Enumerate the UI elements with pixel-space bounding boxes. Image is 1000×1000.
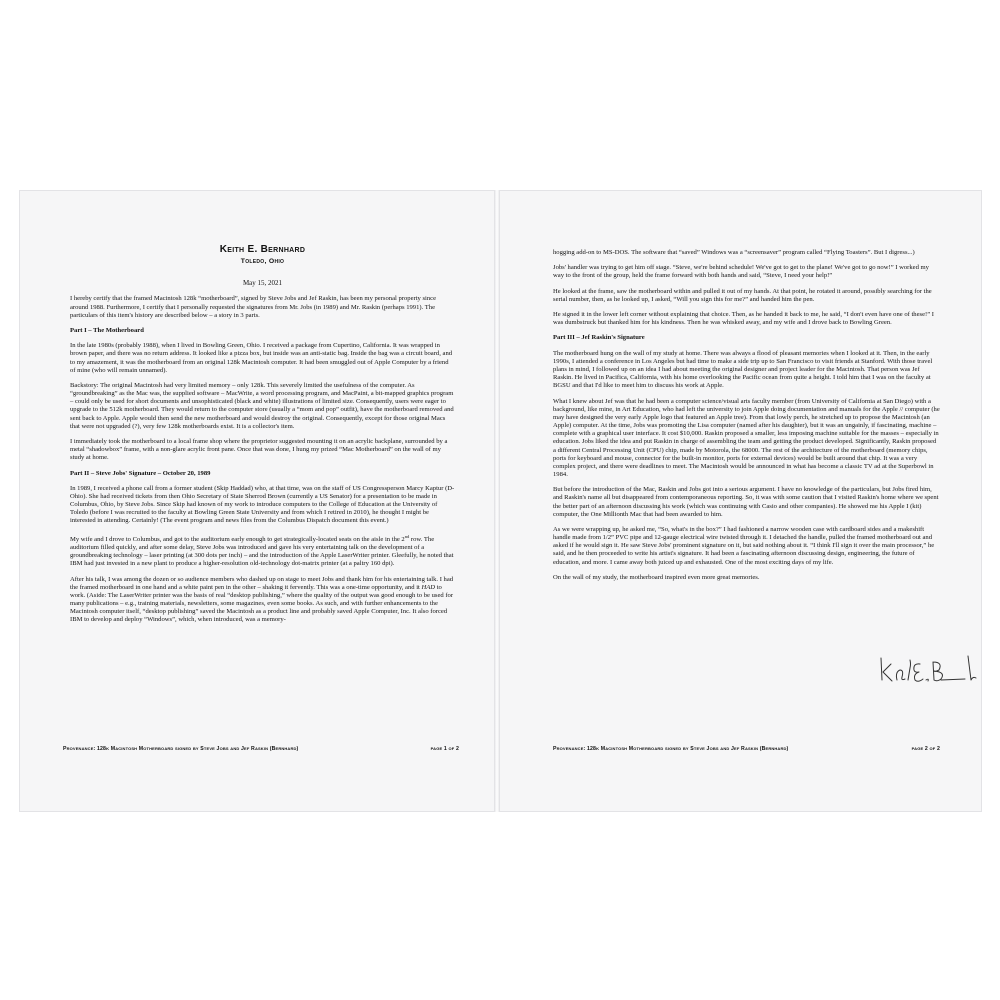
part2-paragraph-2-a: My wife and I drove to Columbus, and got to the auditorium early enough to get strategically-located seats on the aisle in the 2 [70,535,405,543]
part1-paragraph-3: I immediately took the motherboard to a local frame shop where the proprietor suggested mounting it on an acrylic backplane, surrounded by a metal “shadowbox” frame, with a non-glare acrylic front pane. Once that was done, I hung my prized “Mac Motherboard” on the wall of my study at home. [70,438,448,462]
emphasis-had: HAD [421,583,436,591]
letterhead-city: Toledo, Ohio [240,258,285,266]
signature-icon [877,650,987,690]
part1-paragraph-1: In the late 1980s (probably 1988), when I lived in Bowling Green, Ohio. I received a package from Cupertino, California. It was wrapped in brown paper, and there was no return address. It looked like a pizza box, but inside was an anti-static bag. Inside the bag was a circuit board, and to my amazement, it was the motherboard from an original 128k Macintosh computer. It had been smuggled out of Apple Computer by a friend of mine (who will remain unnamed). [70,342,453,374]
part1-paragraph-2: Backstory: The original Macintosh had very limited memory – only 128k. This severely limited the usefulness of the computer. As “groundbreaking” as the Mac was, the supplied software – MacWrite, a word processing program, and MacPaint, a bit-mapped graphics program – could only be used for short documents and unsophisticated (black and white) illustrations of limited size. Consequently, users were eager to upgrade to the 512k motherboard. They would return to the computer store (usually a “mom and pop” outfit), have the motherboard removed and sent back to Apple. Apple would then send the new motherboard and would destroy the original. Consequently, except for those original Macs that were not upgraded (?), very few 128k motherboards exist. It is a collector's item. [70,382,454,430]
left-page [19,190,495,812]
left-page-content [70,246,455,632]
right-page [499,190,982,812]
part2-paragraph-1: In 1989, I received a phone call from a former student (Skip Haddad) who, at that time, was on the staff of US Congressperson Marcy Kaptur (D-Ohio). She had received tickets from then Ohio Secretary of State Sherrod Brown (currently a US Senator) for a presentation to be made in Columbus, Ohio, by Steve Jobs. Since Skip had known of my work to introduce computers to the College of Education at the University of Toledo (before I was recruited to the faculty at Bowling Green State University and from which I retired in 2010), he thought I might be interested in attending. Certainly! (The event program and news files from the Columbus Dispatch document this event.) [70,484,455,525]
part1-heading: Part I – The Motherboard [70,327,144,335]
handwritten-signature [877,650,987,690]
part2-paragraph-3 [70,576,455,625]
letter-date: May 15, 2021 [242,279,283,288]
part2-paragraph-2 [70,533,455,569]
right-paragraph-1: hogging add-on to MS-DOS. The software that “saved” Windows was a “screensaver” program called “Flying Toasters”. But I digress...) [553,249,915,256]
intro-paragraph: I hereby certify that the framed Macintosh 128k “motherboard”, signed by Steve Jobs and Jef Raskin, has been my personal property since around 1988. Furthermore, I certify that I personally requested the signatures from Mr. Jobs (in 1989) and Mr. Raskin (perhaps 1991). The particulars of this item's history are described below – a story in 3 parts. [70,295,437,319]
right-paragraph-2: Jobs' handler was trying to get him off stage. “Steve, we're behind schedule! We've got to get to the plane! We've got to go now!” I worked my way to the front of the group, held the frame forward with both hands and said, “Steve, I need your help!” [553,264,929,280]
part3-heading: Part III – Jef Raskin's Signature [553,334,645,342]
letterhead-name: Keith E. Bernhard [219,244,306,255]
right-paragraph-5: The motherboard hung on the wall of my study at home. There was always a flood of pleasant memories when I looked at it. Then, in the early 1990s, I attended a conference in Los Angeles but had time to make a side trip up to San Francisco to visit friends at Stanford. With those travel plans in mind, I followed up on an idea I had about meeting the original designer and project leader for the Macintosh. That person was Jef Raskin. He lived in Pacifica, California, with his home overlooking the Pacific ocean from quite a height. I told him that I was on the faculty at BGSU and that I'd like to meet him to discuss his work at Apple. [553,349,933,390]
right-page-footer [553,746,940,752]
right-paragraph-8: As we were wrapping up, he asked me, “So, what's in the box?” I had fashioned a narrow wooden case with cardboard sides and a makeshift handle made from 1/2” PVC pipe and 12-gauge electrical wire twisted through it. I detached the handle, pulled the framed motherboard out and asked if he would sign it. He saw Steve Jobs' prominent signature on it, but said nothing about it. “I think I'll sign it over the main processor,” he said, and he then proceeded to write his artist's signature. It had been a fascinating afternoon discussing design, engineering, the future of education, and more. I came away both juiced up and exhausted. One of the most exciting days of my life. [553,525,935,566]
footer-provenance: Provenance: 128k Macintosh Motherboard signed by Steve Jobs and Jef Raskin (Bernhard) [553,746,789,752]
left-page-footer [63,746,459,752]
right-paragraph-9: On the wall of my study, the motherboard inspired even more great memories. [553,573,760,581]
part2-paragraph-2-b: row. The auditorium filled quickly, and after some delay, Steve Jobs was introduced and gave his very entertaining talk on the development of a groundbreaking technology – laser printing (at 300 dots per inch) – and the introduction of the Apple LaserWriter printer. Gleefully, he noted that IBM had just invested in a new plant to produce a higher-resolution old-technology dot-matrix printer (at a paltry 160 dpi). [70,535,454,568]
footer-provenance: Provenance: 128k Macintosh Motherboard signed by Steve Jobs and Jef Raskin (Bernhard) [63,746,299,752]
right-page-content [553,249,940,589]
ordinal-suffix: nd [404,533,410,539]
part2-paragraph-3-a: After his talk, I was among the dozen or so audience members who dashed up on stage to meet Jobs and thank him for his entertaining talk. I had the framed motherboard in one hand and a white paint pen in the other – shaking it fervently. This was a one-time opportunity, and it [70,575,454,591]
right-paragraph-3: He looked at the frame, saw the motherboard within and pulled it out of my hands. At that point, he rotated it around, possibly searching for the serial number, then, as he looked up, I asked, “Will you sign this for me?” and handed him the pen. [553,287,932,303]
part2-heading: Part II – Steve Jobs' Signature – October 20, 1989 [70,469,211,477]
right-paragraph-7: But before the introduction of the Mac, Raskin and Jobs got into a serious argument. I have no knowledge of the particulars, but Jobs fired him, and Raskin's name all but disappeared from contemporaneous reporting. So, it was with some caution that I visited Raskin's home where we spent the better part of an afternoon discussing his work (which was continuing with Casio and other companies). He showed me his Apple I (kit) computer, the One Millionth Mac that had been awarded to him. [553,486,939,518]
part2-paragraph-3-b: to work. (Aside: The LaserWriter printer was the basis of real “desktop publishing,” where the quality of the output was good enough to be used for many publications – e.g., training materials, newsletters, some magazines, even some books. As such, and with further enhancements to the Macintosh computer itself, “desktop publishing” saved the Macintosh as a product line and probably saved Apple Computer, Inc. It also forced IBM to develop and deploy “Windows”, which, when introduced, was a memory- [70,583,454,624]
right-paragraph-4: He signed it in the lower left corner without explaining that choice. Then, as he handed it back to me, he said, “I don't even have one of these!” I was dumbstruck but thanked him for his kindness. Then he was whisked away, and my wife and I drove back to Bowling Green. [553,311,934,327]
footer-page-number: page 2 of 2 [911,746,940,752]
footer-page-number: page 1 of 2 [430,746,459,752]
right-paragraph-6: What I knew about Jef was that he had been a computer science/visual arts faculty member (from University of California at San Diego) with a background, like mine, in Art Education, who had left the university to join Apple doing documentation and manuals for the Apple // computer (he may have designed the very early Apple logo that featured an Apple tree). From that lowly perch, he stretched up to propose the Macintosh (an Apple) computer. At the time, Jobs was promoting the Lisa computer (named after his daughter), but it was an ungainly, if fascinating, machine – complete with a graphical user interface. It cost $10,000. Raskin proposed a smaller, less imposing machine suitable for the masses – especially in education. Jobs liked the idea and put Raskin in charge of assembling the team and getting the product developed. Significantly, Raskin proposed a different Central Processing Unit (CPU) chip, made by Motorola, the 68000. The rest of the architecture of the motherboard (memory chips, ports for keyboard and mouse, connector for the built-in monitor, ports for external devices) would be built around that chip. It was a very complex project, and there were deadlines to meet. The Macintosh would be announced in what has become a classic TV ad at the Superbowl in 1984. [553,397,940,478]
